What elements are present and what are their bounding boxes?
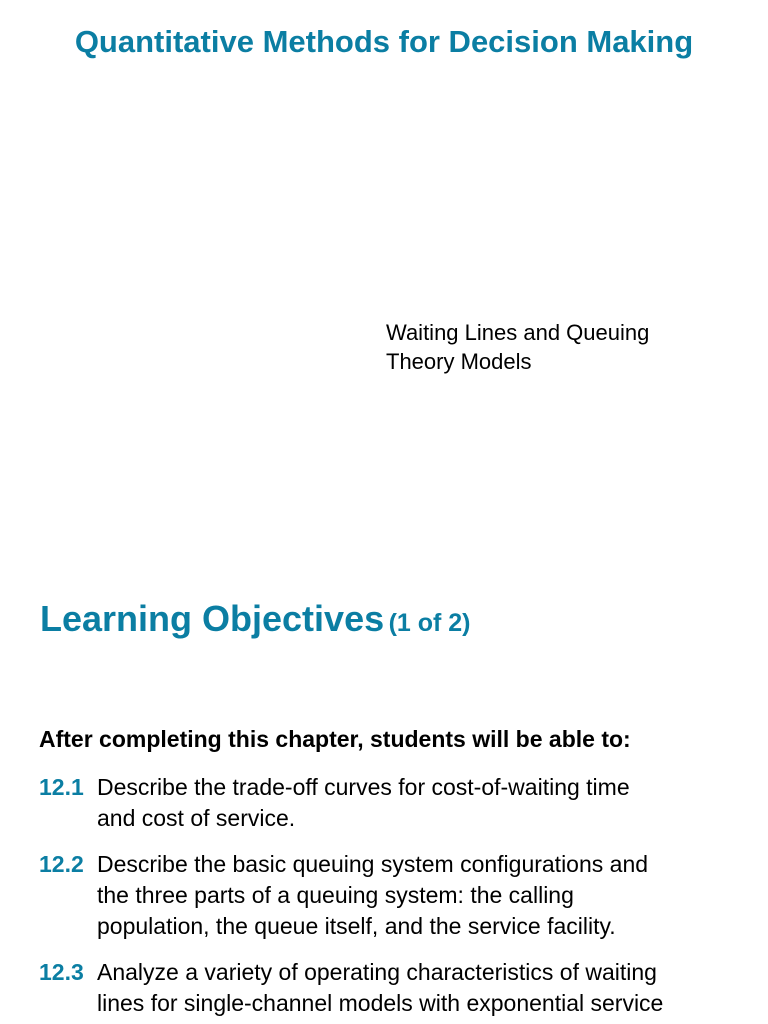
- page-title: Quantitative Methods for Decision Making: [74, 24, 694, 59]
- objective-line: Describe the basic queuing system configurations and: [97, 851, 649, 877]
- objectives-list: [39, 772, 739, 1024]
- objective-line: lines for single-channel models with exponential service: [97, 990, 664, 1016]
- learning-objectives-title: Learning Objectives: [40, 598, 385, 639]
- chapter-subtitle-line: Theory Models: [386, 349, 532, 374]
- objective-item: [39, 957, 739, 1019]
- learning-objectives-heading: [40, 598, 471, 640]
- objective-text: [97, 957, 739, 1019]
- objective-number: 12.2: [39, 851, 84, 877]
- objectives-intro: After completing this chapter, students will be able to:: [39, 726, 631, 752]
- objective-line: Analyze a variety of operating characteristics of waiting: [97, 959, 657, 985]
- learning-objectives-count: (1 of 2): [388, 609, 471, 637]
- objective-item: [39, 849, 739, 942]
- objective-line: population, the queue itself, and the service facility.: [97, 913, 616, 939]
- objective-number: 12.1: [39, 774, 84, 800]
- objective-number: 12.3: [39, 959, 84, 985]
- chapter-subtitle: [386, 318, 649, 376]
- objective-text: [97, 772, 739, 834]
- objective-line: and cost of service.: [97, 805, 296, 831]
- objective-item: [39, 772, 739, 834]
- objective-line: Describe the trade-off curves for cost-of-waiting time: [97, 774, 630, 800]
- objective-text: [97, 849, 739, 942]
- objective-line: the three parts of a queuing system: the calling: [97, 882, 574, 908]
- chapter-subtitle-line: Waiting Lines and Queuing: [386, 320, 650, 345]
